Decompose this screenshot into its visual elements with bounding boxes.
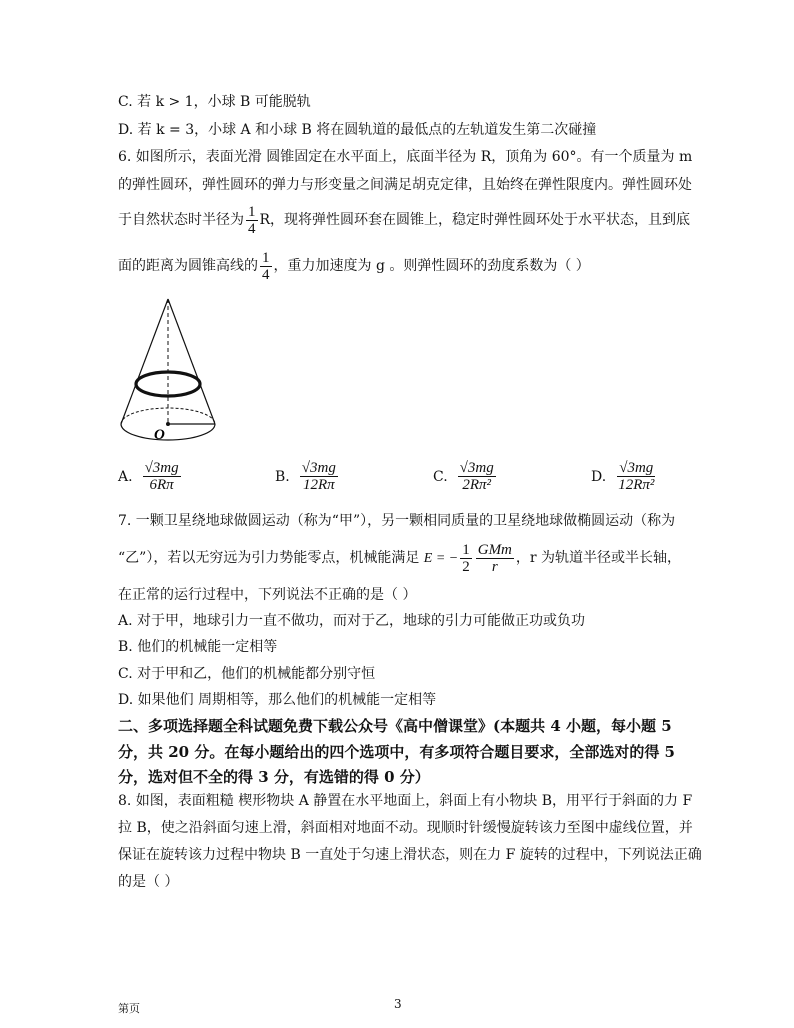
q8-line-1: 8. 如图，表面粗糙 楔形物块 A 静置在水平地面上，斜面上有小物块 B，用平行于斜面的力 F xyxy=(118,793,693,809)
q7-line-1: 7. 一颗卫星绕地球做圆运动（称为“甲”），另一颗相同质量的卫星绕地球做椭圆运动（称为 xyxy=(118,513,676,529)
q6-line-3-text-a: 于自然状态时半径为 xyxy=(118,212,244,228)
fraction-numerator: 1 xyxy=(462,541,470,558)
q6-line-2: 的弹性圆环，弹性圆环的弹力与形变量之间满足胡克定律，且始终在弹性限度内。弹性圆环处 xyxy=(118,177,692,193)
q7-option-a: A. 对于甲，地球引力一直不做功，而对于乙，地球的引力可能做正功或负功 xyxy=(118,613,586,629)
option-denominator: 2Rπ² xyxy=(462,477,492,493)
q6-option-a xyxy=(118,460,183,493)
option-fraction xyxy=(458,460,496,493)
q6-line-3 xyxy=(118,203,690,237)
fraction-denominator: r xyxy=(491,558,498,575)
q7-option-d: D. 如果他们 周期相等，那么他们的机械能一定相等 xyxy=(118,692,437,708)
center-point xyxy=(166,422,170,426)
fraction-denominator: 2 xyxy=(462,558,470,575)
option-numerator: √3mg xyxy=(619,460,654,476)
option-numerator: √3mg xyxy=(301,460,336,476)
q6-line-1: 6. 如图所示，表面光滑 圆锥固定在水平面上，底面半径为 R，顶角为 60°。有一个质量为 m xyxy=(118,149,693,165)
quarter-fraction xyxy=(246,204,258,237)
option-fraction xyxy=(300,460,338,493)
fraction-numerator: 1 xyxy=(262,249,270,266)
q7-line-2-text-b: ，r 为轨道半径或半长轴， xyxy=(515,550,682,566)
option-label: C. xyxy=(433,468,448,485)
fraction-denominator: 4 xyxy=(248,220,256,237)
option-label: D. xyxy=(591,468,607,485)
section-header-line-3: 分，选对但不全的得 3 分，有选错的得 0 分） xyxy=(118,768,430,786)
q8-line-2: 拉 B，使之沿斜面匀速上滑，斜面相对地面不动。现顺时针缓慢旋转该力至图中虚线位置，并 xyxy=(118,820,693,836)
option-numerator: √3mg xyxy=(459,460,494,476)
energy-half-fraction xyxy=(460,542,472,575)
q8-line-3: 保证在旋转该力过程中物块 B 一直处于匀速上滑状态，则在力 F 旋转的过程中，下列说法正确 xyxy=(118,847,702,863)
q6-option-b xyxy=(275,460,340,493)
cone-figure xyxy=(118,296,228,446)
option-label: B. xyxy=(275,468,290,485)
energy-gmm-fraction xyxy=(476,542,514,575)
q7-line-2 xyxy=(118,540,681,577)
fraction-numerator: 1 xyxy=(248,203,256,220)
q6-option-c xyxy=(433,460,498,493)
cone-right-edge xyxy=(168,299,215,424)
q6-line-4 xyxy=(118,249,590,283)
option-denominator: 12Rπ xyxy=(302,477,335,493)
q6-line-4-text-b: ，重力加速度为 g 。则弹性圆环的劲度系数为（ ） xyxy=(273,258,590,274)
cone-base-front xyxy=(121,424,215,440)
label-o: O xyxy=(154,427,165,443)
energy-prefix: E = − xyxy=(423,551,459,566)
q7-line-2-text-a: “乙”），若以无穷远为引力势能零点，机械能满足 xyxy=(118,550,420,566)
quarter-fraction-2 xyxy=(260,250,272,283)
q6-line-3-text-b: R，现将弹性圆环套在圆锥上，稳定时弹性圆环处于水平状态，且到底 xyxy=(259,212,691,228)
option-denominator: 6Rπ xyxy=(149,477,174,493)
q7-option-b: B. 他们的机械能一定相等 xyxy=(118,639,278,655)
footer-page-number: 3 xyxy=(394,997,402,1011)
option-denominator: 12Rπ² xyxy=(618,477,655,493)
fraction-numerator: GMm xyxy=(477,541,512,558)
option-label: A. xyxy=(118,468,133,485)
option-fraction xyxy=(616,460,656,493)
option-d-line: D. 若 k = 3，小球 A 和小球 B 将在圆轨道的最低点的左轨道发生第二次碰撞 xyxy=(118,122,597,138)
q6-option-d xyxy=(591,460,658,493)
q6-line-4-text-a: 面的距离为圆锥高线的 xyxy=(118,258,258,274)
section-header-line-1: 二、多项选择题全科试题免费下载公众号《高中僧课堂》(本题共 4 小题，每小题 5 xyxy=(118,717,672,735)
option-numerator: √3mg xyxy=(144,460,179,476)
section-header-line-2: 分，共 20 分。在每小题给出的四个选项中，有多项符合题目要求，全部选对的得 5 xyxy=(118,743,675,761)
q8-line-4: 的是（ ） xyxy=(118,874,179,890)
fraction-denominator: 4 xyxy=(262,266,270,283)
option-c-line: C. 若 k > 1，小球 B 可能脱轨 xyxy=(118,94,311,110)
cone-left-edge xyxy=(121,299,168,424)
q7-line-3: 在正常的运行过程中，下列说法不正确的是（ ） xyxy=(118,587,417,603)
q7-option-c: C. 对于甲和乙，他们的机械能都分别守恒 xyxy=(118,666,376,682)
option-fraction xyxy=(143,460,181,493)
footer-page-label: 第页 xyxy=(118,1002,140,1015)
